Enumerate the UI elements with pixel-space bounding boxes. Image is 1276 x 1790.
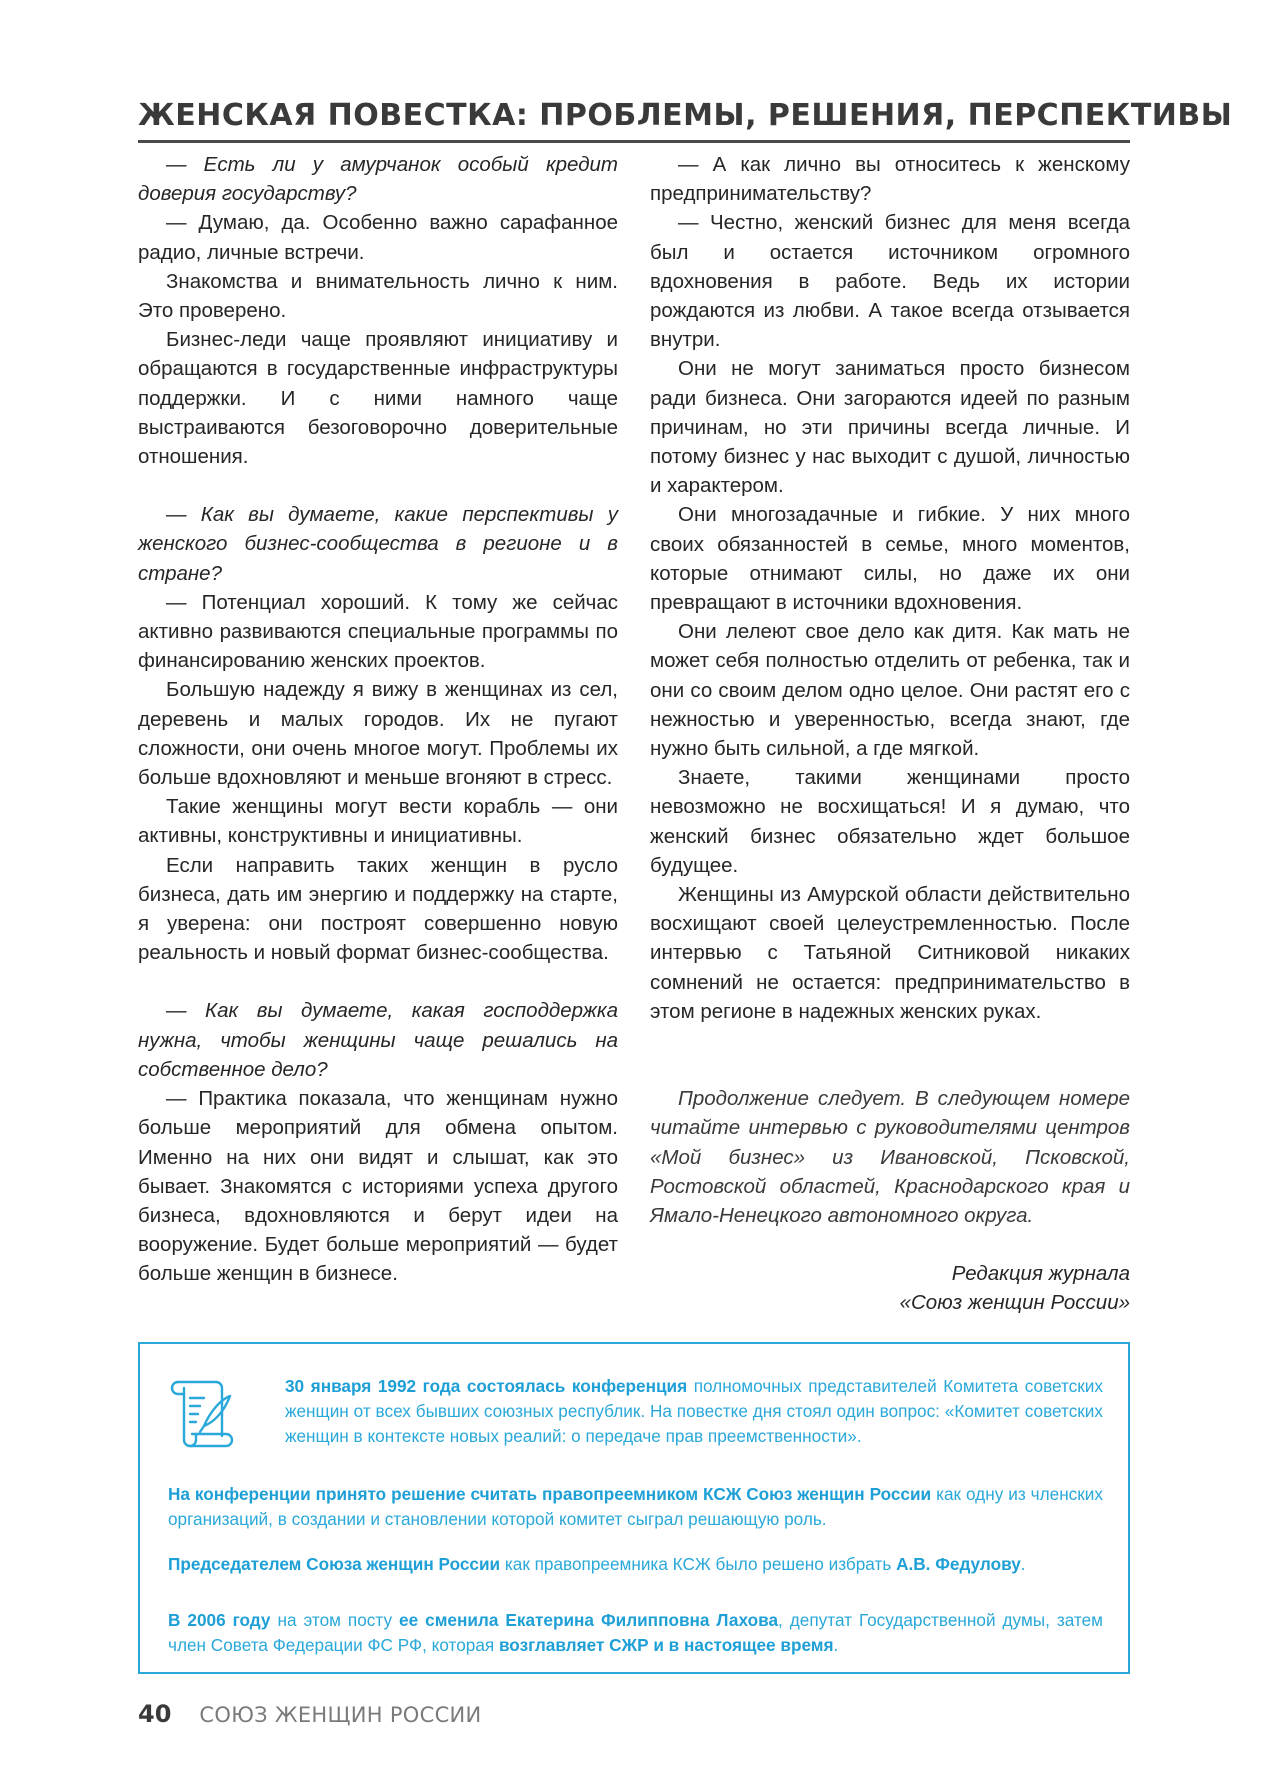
paragraph: Они лелеют свое дело как дитя. Как мать не может себя полностью отделить от ребенка, так и они со своим делом одно целое. Они растят его с нежностью и уверенностью, всегда знают, где нужно быть сильной, а где мягкой. bbox=[650, 620, 1130, 761]
infobox-paragraph: Председателем Союза женщин России как правопреемника КСЖ было решено избрать А.В. Федулову. bbox=[168, 1554, 1026, 1574]
header-divider bbox=[138, 140, 1130, 143]
scroll-quill-icon bbox=[170, 1374, 234, 1450]
left-column bbox=[138, 150, 618, 1289]
paragraph: — Потенциал хороший. К тому же сейчас активно развиваются специальные программы по финансированию женских проектов. bbox=[138, 590, 618, 673]
question: — Как вы думаете, какие перспективы у женского бизнес-сообщества в регионе и в стране? bbox=[138, 503, 618, 585]
paragraph: — Честно, женский бизнес для меня всегда был и остается источником огромного вдохновения в работе. Ведь их истории рождаются из любви. А такое всегда отзывается внутри. bbox=[650, 211, 1130, 352]
paragraph: Знаете, такими женщинами просто невозможно не восхищаться! И я думаю, что женский бизнес обязательно ждет большое будущее. bbox=[650, 766, 1130, 877]
page-number: 40 bbox=[138, 1700, 172, 1728]
continuation-note: Продолжение следует. В следующем номере читайте интервью с руководителями центров «Мой бизнес» из Ивановской, Псковской, Ростовской областей, Краснодарского края и Ямало-Ненецкого автономного округа. bbox=[650, 1087, 1130, 1227]
infobox-paragraph: В 2006 году на этом посту ее сменила Екатерина Филипповна Лахова, депутат Государственной думы, затем член Совета Федерации ФС РФ, которая возглавляет СЖР и в настоящее время. bbox=[168, 1610, 1104, 1655]
right-column bbox=[650, 150, 1130, 1318]
page-footer bbox=[138, 1700, 482, 1730]
magazine-name: СОЮЗ ЖЕНЩИН РОССИИ bbox=[199, 1703, 482, 1727]
paragraph: Женщины из Амурской области действительно восхищают своей целеустремленностью. После интервью с Татьяной Ситниковой никаких сомнений не остается: предпринимательство в этом регионе в надежных женских руках. bbox=[650, 883, 1130, 1023]
history-infobox bbox=[138, 1342, 1130, 1674]
question: — Как вы думаете, какая господдержка нужна, чтобы женщины чаще решались на собственное дело? bbox=[138, 999, 618, 1081]
question: — А как лично вы относитесь к женскому предпринимательству? bbox=[650, 153, 1130, 206]
question: — Есть ли у амурчанок особый кредит доверия государству? bbox=[138, 153, 618, 206]
infobox-paragraph: 30 января 1992 года состоялась конференция полномочных представителей Комитета советских женщин от всех бывших союзных республик. На повестке дня стоял один вопрос: «Комитет советских женщин в контексте новых реалий: о передаче прав преемственности». bbox=[285, 1376, 1103, 1446]
paragraph: Если направить таких женщин в русло бизнеса, дать им энергию и поддержку на старте, я уверена: они построят совершенно новую реальность и новый формат бизнес-сообщества. bbox=[138, 853, 618, 965]
paragraph: Бизнес-леди чаще проявляют инициативу и обращаются в государственные инфраструктуры поддержки. И с ними намного чаще выстраиваются безоговорочно доверительные отношения. bbox=[138, 328, 618, 469]
paragraph: Знакомства и внимательность лично к ним. Это проверено. bbox=[138, 269, 618, 323]
paragraph: Они не могут заниматься просто бизнесом ради бизнеса. Они загораются идеей по разным причинам, но эти причины всегда личные. И потому бизнес у нас выходит с душой, личностью и характером. bbox=[650, 357, 1130, 498]
paragraph: — Практика показала, что женщинам нужно больше мероприятий для обмена опытом. Именно на них они видят и слышат, как это бывает. Знакомятся с историями успеха другого бизнеса, вдохновляются и берут идеи на вооружение. Будет больше мероприятий — будет больше женщин в бизнесе. bbox=[138, 1087, 618, 1286]
infobox-paragraph: На конференции принято решение считать правопреемником КСЖ Союз женщин России как одну из членских организаций, в создании и становлении которой комитет сыграл решающую роль. bbox=[168, 1484, 1103, 1529]
section-title: ЖЕНСКАЯ ПОВЕСТКА: ПРОБЛЕМЫ, РЕШЕНИЯ, ПЕРСПЕКТИВЫ bbox=[138, 98, 1233, 133]
paragraph: Большую надежду я вижу в женщинах из сел, деревень и малых городов. Их не пугают сложности, они очень многое могут. Проблемы их больше вдохновляют и меньше вгоняют в стресс. bbox=[138, 678, 618, 790]
paragraph: — Думаю, да. Особенно важно сарафанное радио, личные встречи. bbox=[138, 211, 618, 264]
editorial-signature-line-1: Редакция журнала bbox=[951, 1262, 1130, 1286]
paragraph: Они многозадачные и гибкие. У них много своих обязанностей в семье, много моментов, которые отнимают силы, но даже их они превращают в источники вдохновения. bbox=[650, 503, 1130, 615]
paragraph: Такие женщины могут вести корабль — они активны, конструктивны и инициативны. bbox=[138, 795, 618, 848]
editorial-signature-line-2: «Союз женщин России» bbox=[899, 1291, 1130, 1315]
